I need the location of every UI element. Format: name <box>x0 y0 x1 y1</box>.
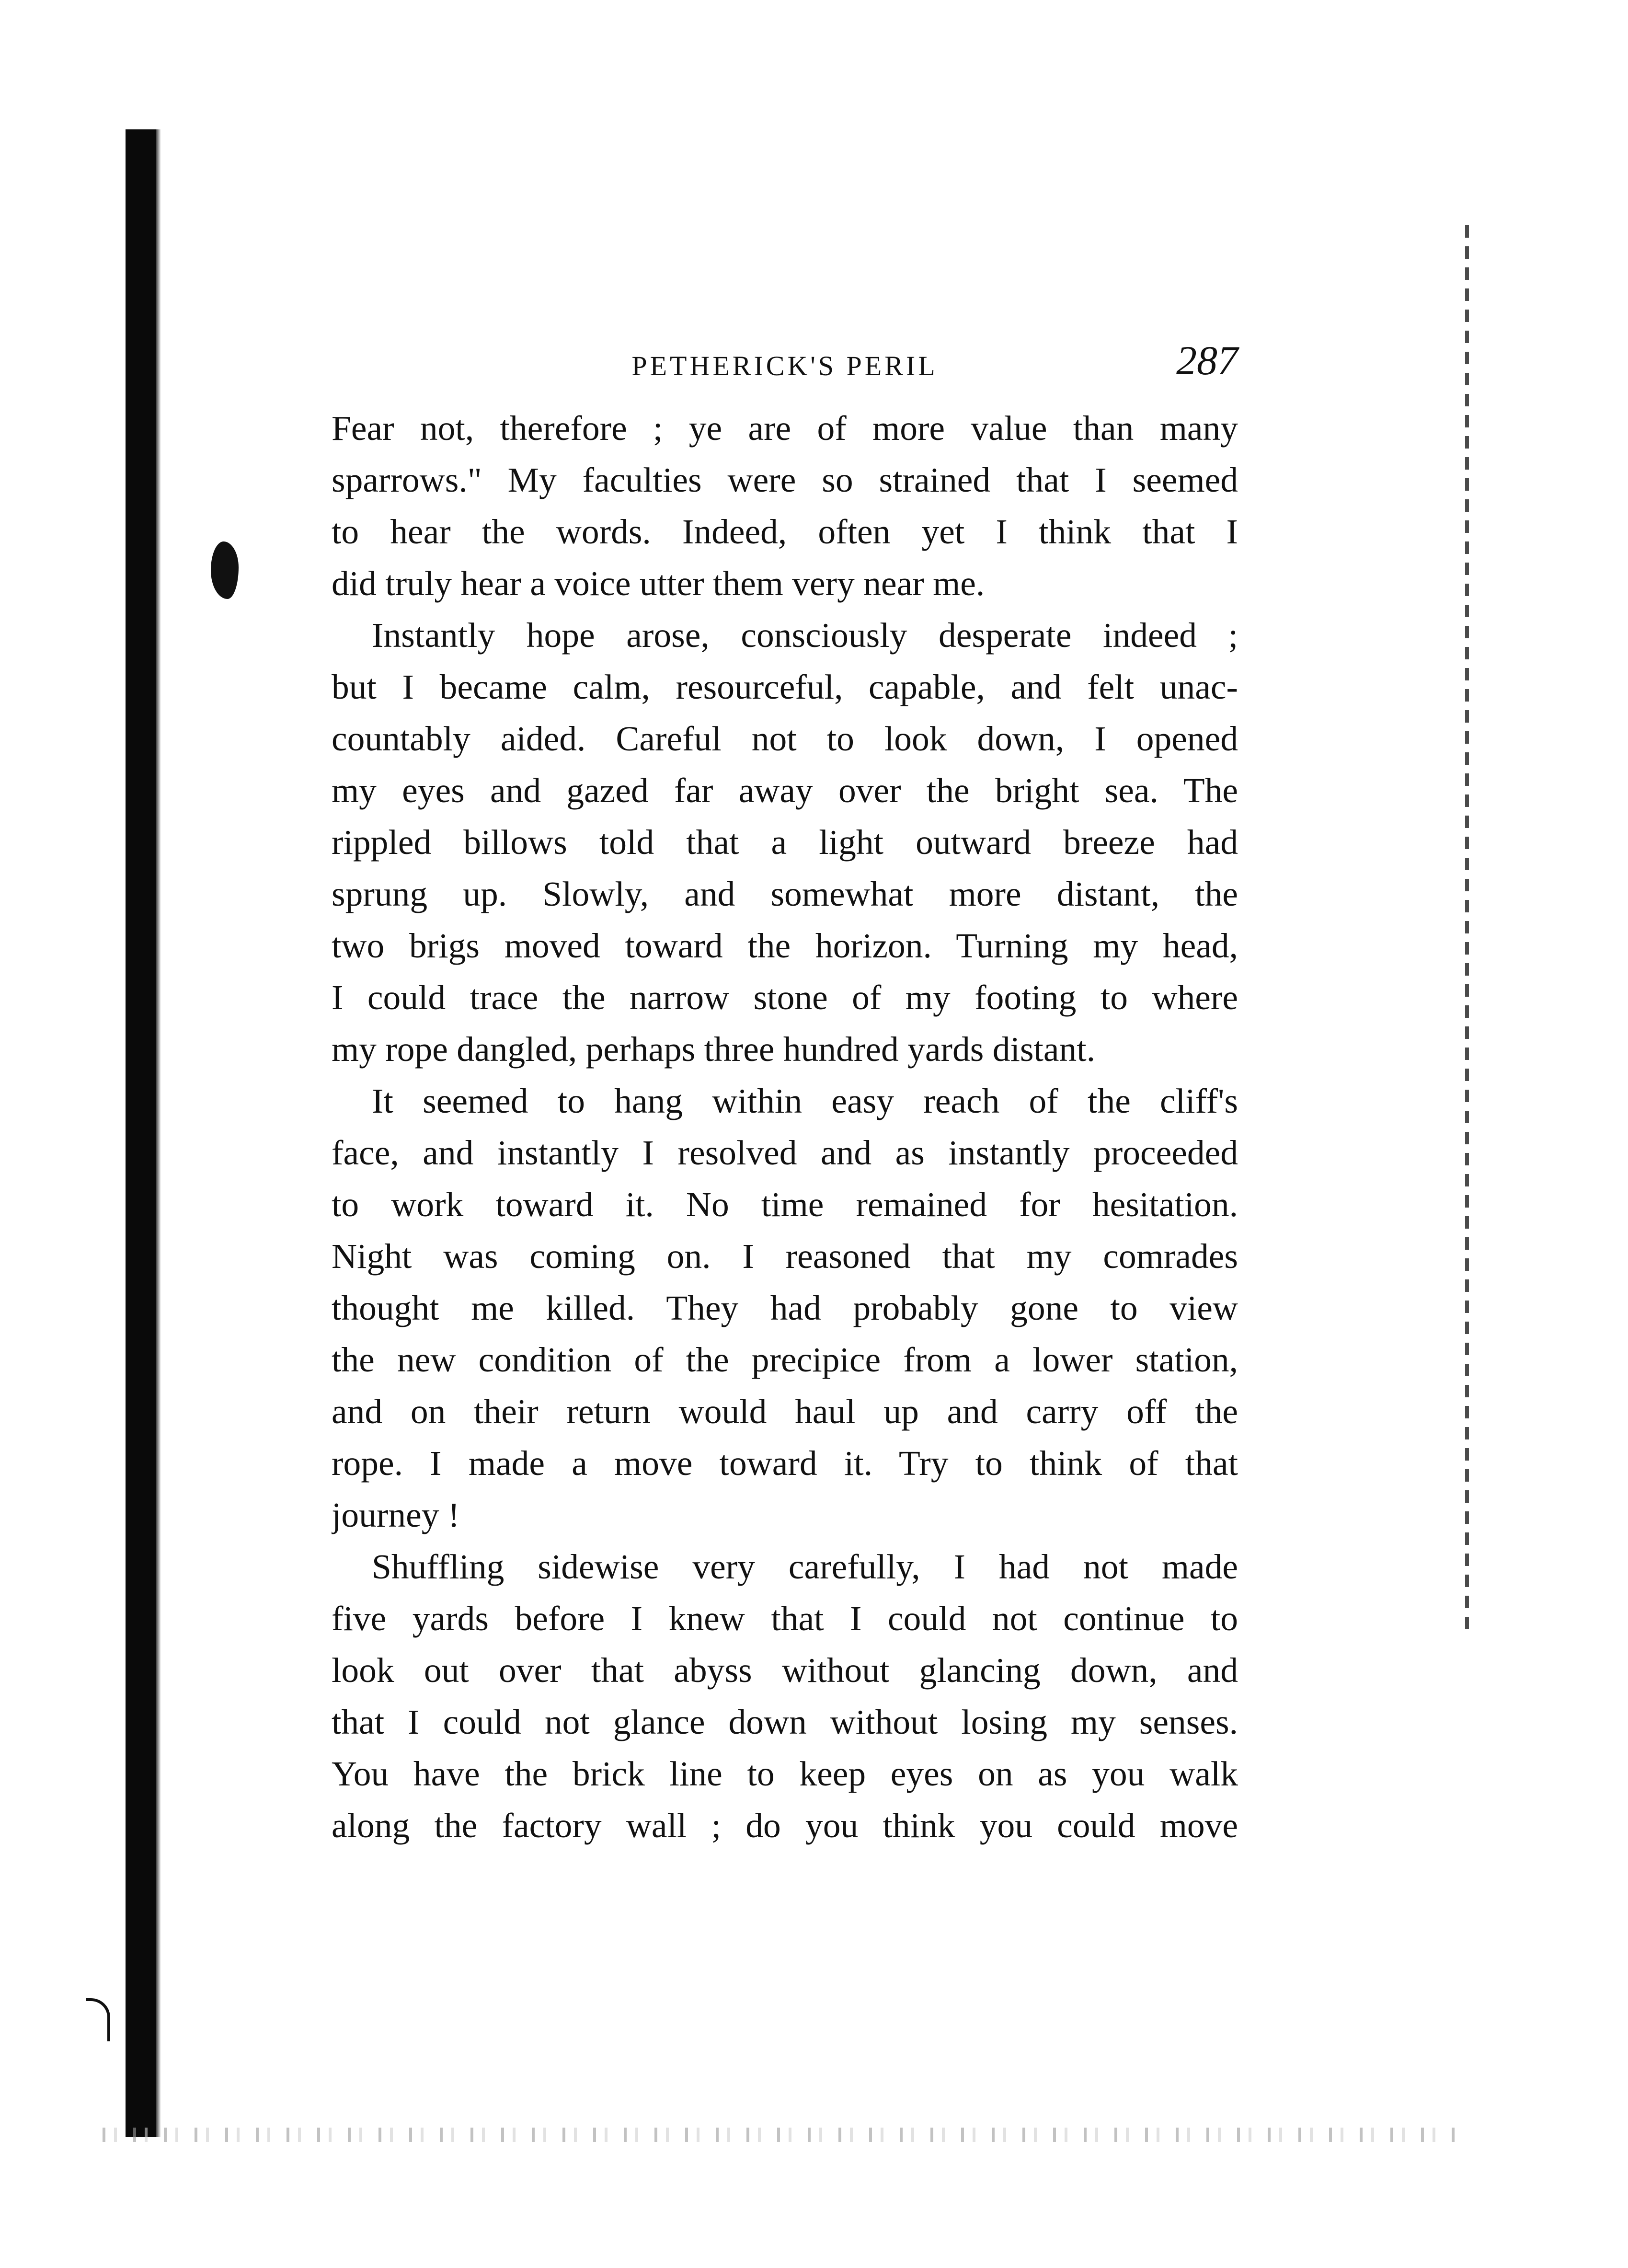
text-line: my eyes and gazed far away over the bright sea. The <box>332 771 1238 810</box>
text-line: face, and instantly I resolved and as instantly proceeded <box>332 1133 1238 1172</box>
text-line: journey ! <box>332 1496 460 1534</box>
text-line: rope. I made a move toward it. Try to think of that <box>332 1444 1238 1483</box>
text-line: rippled billows told that a light outward breeze had <box>332 823 1238 862</box>
corner-scan-mark <box>86 1998 110 2041</box>
running-title: PETHERICK'S PERIL <box>631 350 938 381</box>
text-line: and on their return would haul up and carry off the <box>332 1392 1238 1431</box>
ink-blot <box>211 541 239 599</box>
text-line: to hear the words. Indeed, often yet I think that I <box>332 512 1238 551</box>
text-body <box>332 403 1238 1852</box>
text-line: countably aided. Careful not to look down, I opened <box>332 719 1238 758</box>
running-head <box>332 331 1238 403</box>
text-line: It seemed to hang within easy reach of the cliff's <box>372 1082 1238 1120</box>
text-line: to work toward it. No time remained for hesitation. <box>332 1185 1238 1224</box>
text-line: I could trace the narrow stone of my footing to where <box>332 978 1238 1017</box>
text-line: sparrows." My faculties were so strained that I seemed <box>332 461 1238 499</box>
text-line: along the factory wall ; do you think you could move <box>332 1806 1238 1845</box>
page-number: 287 <box>1176 337 1238 383</box>
text-line: did truly hear a voice utter them very near me. <box>332 564 985 603</box>
text-line: thought me killed. They had probably gone to view <box>332 1289 1238 1327</box>
text-line: but I became calm, resourceful, capable, and felt unac- <box>332 668 1238 706</box>
right-gutter-marks <box>1465 225 1469 1634</box>
book-page <box>332 331 1238 1852</box>
text-line: that I could not glance down without losing my senses. <box>332 1703 1238 1741</box>
bottom-scan-noise <box>86 2128 1456 2142</box>
text-line: Fear not, therefore ; ye are of more value than many <box>332 409 1238 448</box>
text-line: sprung up. Slowly, and somewhat more distant, the <box>332 875 1238 913</box>
binding-fade <box>156 129 161 2137</box>
text-line: look out over that abyss without glancing down, and <box>332 1651 1238 1690</box>
text-line: five yards before I knew that I could not continue to <box>332 1599 1238 1638</box>
text-line: two brigs moved toward the horizon. Turning my head, <box>332 926 1238 965</box>
text-line: Night was coming on. I reasoned that my comrades <box>332 1237 1238 1276</box>
text-line: Shuffling sidewise very carefully, I had not made <box>372 1547 1238 1586</box>
book-binding-shadow <box>126 129 156 2137</box>
text-line: You have the brick line to keep eyes on as you walk <box>332 1754 1238 1793</box>
text-line: the new condition of the precipice from a lower station, <box>332 1340 1238 1379</box>
text-line: my rope dangled, perhaps three hundred yards distant. <box>332 1030 1096 1069</box>
text-line: Instantly hope arose, consciously desperate indeed ; <box>372 616 1238 655</box>
